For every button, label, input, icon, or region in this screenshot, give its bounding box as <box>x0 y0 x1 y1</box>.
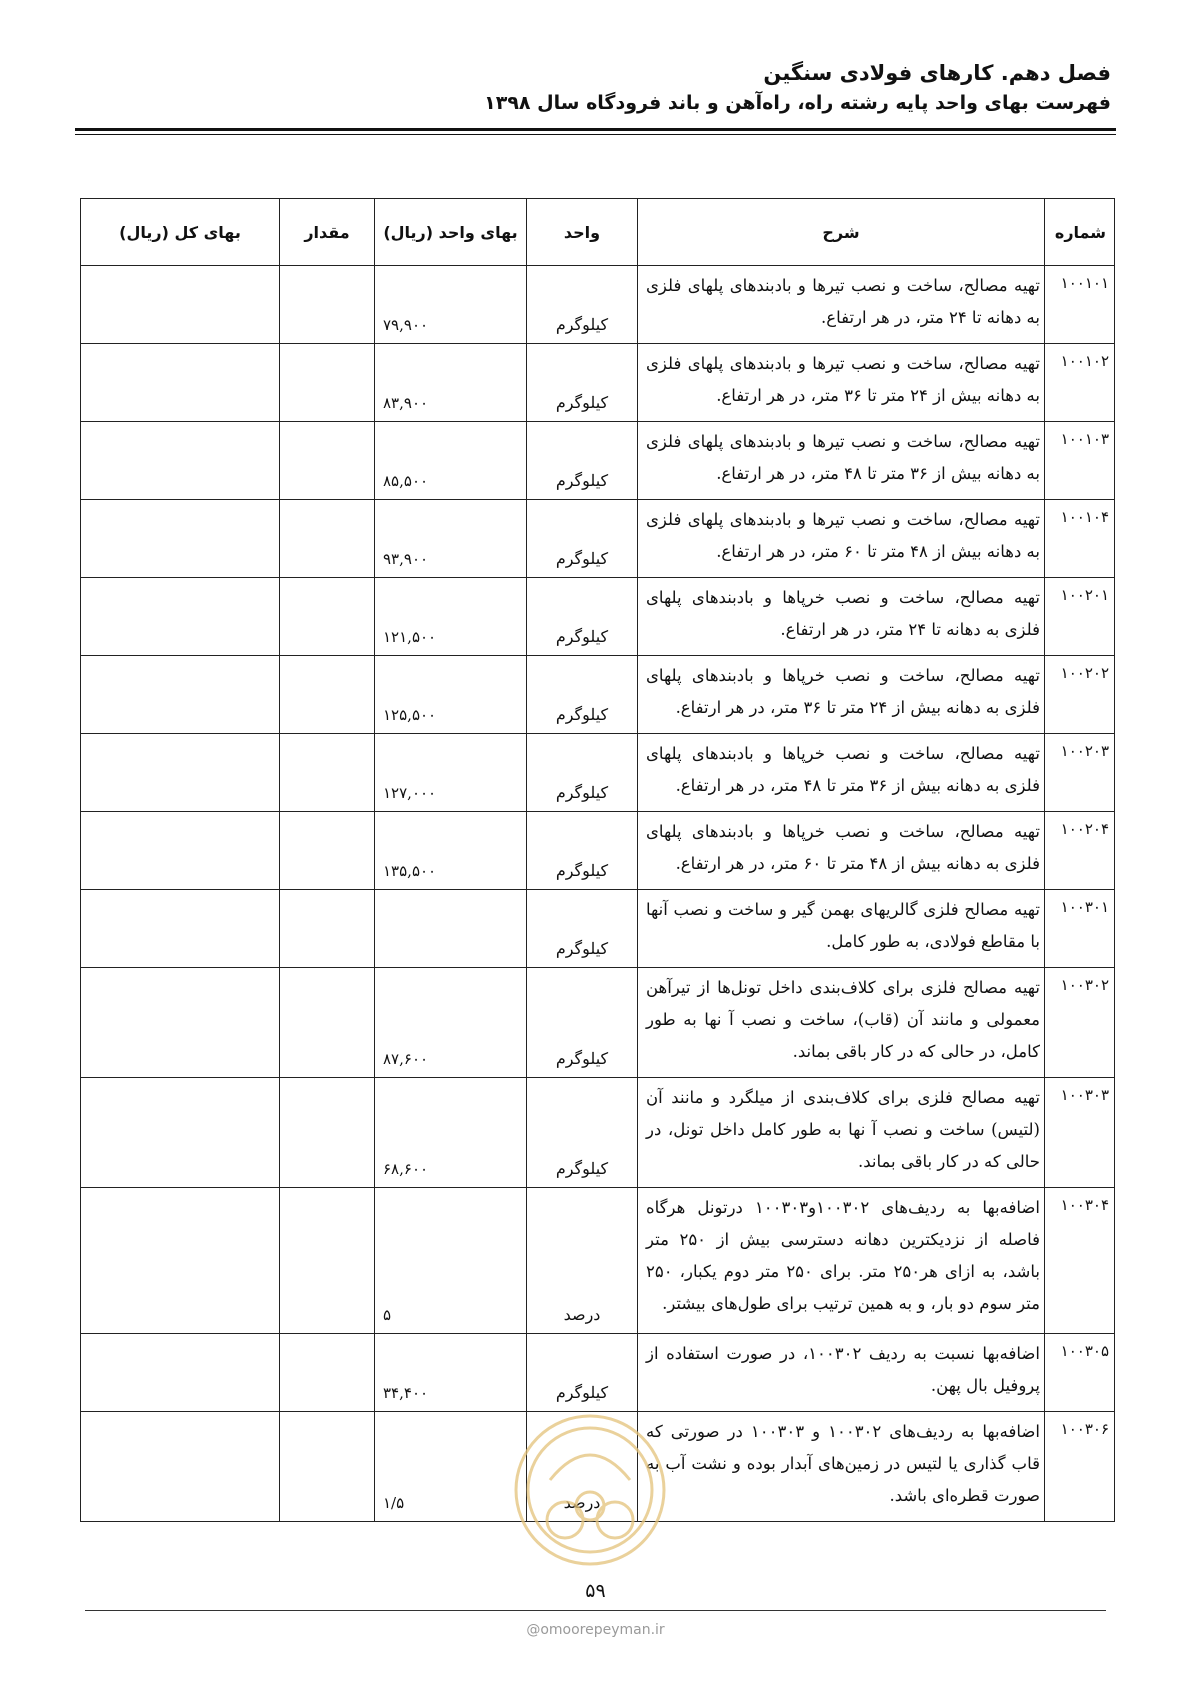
table-row <box>81 344 1115 422</box>
item-unit: کیلوگرم <box>527 266 638 344</box>
table-row <box>81 1188 1115 1334</box>
item-quantity <box>280 578 375 656</box>
page-header <box>80 58 1111 118</box>
table-row <box>81 890 1115 968</box>
item-description: اضافه‌بها نسبت به ردیف ۱۰۰۳۰۲، در صورت استفاده از پروفیل بال پهن. <box>638 1334 1045 1412</box>
item-number: ۱۰۰۳۰۴ <box>1045 1188 1115 1334</box>
item-unit-price: ۵ <box>375 1188 527 1334</box>
item-quantity <box>280 734 375 812</box>
item-total-price <box>81 812 280 890</box>
item-total-price <box>81 1188 280 1334</box>
item-unit-price: ۳۴,۴۰۰ <box>375 1334 527 1412</box>
item-total-price <box>81 266 280 344</box>
item-description: اضافه‌بها به ردیف‌های ۱۰۰۳۰۲و۱۰۰۳۰۳ درتونل هرگاه فاصله از نزدیکترین دهانه دسترسی بیش از ۲۵۰ متر باشد، به ازای هر۲۵۰ متر. برای ۲۵۰ متر دوم یکبار، ۲۵۰ متر سوم دو بار، و به همین ترتیب برای طول‌های بیشتر. <box>638 1188 1045 1334</box>
item-unit: کیلوگرم <box>527 656 638 734</box>
item-total-price <box>81 1412 280 1522</box>
item-unit: درصد <box>527 1188 638 1334</box>
document-subtitle: فهرست بهای واحد پایه رشته راه، راه‌آهن و باند فرودگاه سال ۱۳۹۸ <box>484 92 1111 114</box>
item-quantity <box>280 812 375 890</box>
item-number: ۱۰۰۳۰۶ <box>1045 1412 1115 1522</box>
column-header-total-price: بهای کل (ریال) <box>81 199 280 266</box>
item-number: ۱۰۰۳۰۵ <box>1045 1334 1115 1412</box>
item-total-price <box>81 656 280 734</box>
table-row <box>81 422 1115 500</box>
watermark-site-text: @omoorepeyman.ir <box>526 1622 665 1638</box>
column-header-number: شماره <box>1045 199 1115 266</box>
item-quantity <box>280 1334 375 1412</box>
item-number: ۱۰۰۲۰۳ <box>1045 734 1115 812</box>
item-unit-price: ۸۳,۹۰۰ <box>375 344 527 422</box>
item-description: تهیه مصالح فلزی گالریهای بهمن گیر و ساخت و نصب آنها با مقاطع فولادی، به طور کامل. <box>638 890 1045 968</box>
footer-rule <box>85 1610 1106 1611</box>
table-row <box>81 734 1115 812</box>
item-quantity <box>280 266 375 344</box>
item-number: ۱۰۰۱۰۳ <box>1045 422 1115 500</box>
item-total-price <box>81 578 280 656</box>
item-description: تهیه مصالح فلزی برای کلاف‌بندی داخل تونل‌ها از تیرآهن معمولی و مانند آن (قاب)، ساخت و نصب آ نها به طور کامل، در حالی که در کار باقی بماند. <box>638 968 1045 1078</box>
item-total-price <box>81 1334 280 1412</box>
item-unit-price: ۸۵,۵۰۰ <box>375 422 527 500</box>
table-header-row <box>81 199 1115 266</box>
item-unit-price: ۱۲۵,۵۰۰ <box>375 656 527 734</box>
item-unit: درصد <box>527 1412 638 1522</box>
column-header-quantity: مقدار <box>280 199 375 266</box>
item-unit-price: ۱۳۵,۵۰۰ <box>375 812 527 890</box>
item-unit: کیلوگرم <box>527 344 638 422</box>
item-quantity <box>280 1078 375 1188</box>
item-total-price <box>81 344 280 422</box>
item-unit: کیلوگرم <box>527 968 638 1078</box>
item-total-price <box>81 422 280 500</box>
table-row <box>81 500 1115 578</box>
item-unit-price: ۷۹,۹۰۰ <box>375 266 527 344</box>
item-quantity <box>280 422 375 500</box>
item-unit-price: ۱۲۷,۰۰۰ <box>375 734 527 812</box>
item-description: تهیه مصالح، ساخت و نصب خرپاها و بادبندهای پلهای فلزی به دهانه بیش از ۳۶ متر تا ۴۸ متر، در هر ارتفاع. <box>638 734 1045 812</box>
table-row <box>81 1334 1115 1412</box>
item-quantity <box>280 344 375 422</box>
item-unit: کیلوگرم <box>527 890 638 968</box>
item-description: تهیه مصالح، ساخت و نصب خرپاها و بادبندهای پلهای فلزی به دهانه تا ۲۴ متر، در هر ارتفاع. <box>638 578 1045 656</box>
column-header-description: شرح <box>638 199 1045 266</box>
table-row <box>81 812 1115 890</box>
page-number: ۵۹ <box>585 1580 606 1602</box>
table-row <box>81 968 1115 1078</box>
item-number: ۱۰۰۲۰۲ <box>1045 656 1115 734</box>
item-description: تهیه مصالح، ساخت و نصب تیرها و بادبندهای پلهای فلزی به دهانه تا ۲۴ متر، در هر ارتفاع. <box>638 266 1045 344</box>
item-unit: کیلوگرم <box>527 1334 638 1412</box>
item-number: ۱۰۰۳۰۳ <box>1045 1078 1115 1188</box>
item-number: ۱۰۰۲۰۱ <box>1045 578 1115 656</box>
column-header-unit-price: بهای واحد (ریال) <box>375 199 527 266</box>
item-unit: کیلوگرم <box>527 812 638 890</box>
item-number: ۱۰۰۱۰۲ <box>1045 344 1115 422</box>
item-quantity <box>280 656 375 734</box>
header-rule-thin <box>75 134 1116 135</box>
item-unit-price: ۸۷,۶۰۰ <box>375 968 527 1078</box>
item-unit-price: ۱۲۱,۵۰۰ <box>375 578 527 656</box>
item-unit-price: ۹۳,۹۰۰ <box>375 500 527 578</box>
item-description: تهیه مصالح، ساخت و نصب خرپاها و بادبندهای پلهای فلزی به دهانه بیش از ۴۸ متر تا ۶۰ متر، در هر ارتفاع. <box>638 812 1045 890</box>
item-unit-price <box>375 890 527 968</box>
item-unit-price: ۶۸,۶۰۰ <box>375 1078 527 1188</box>
table-row <box>81 1078 1115 1188</box>
item-total-price <box>81 968 280 1078</box>
item-quantity <box>280 500 375 578</box>
item-description: تهیه مصالح، ساخت و نصب تیرها و بادبندهای پلهای فلزی به دهانه بیش از ۴۸ متر تا ۶۰ متر، در هر ارتفاع. <box>638 500 1045 578</box>
table-row <box>81 656 1115 734</box>
item-unit: کیلوگرم <box>527 578 638 656</box>
item-quantity <box>280 968 375 1078</box>
item-description: تهیه مصالح، ساخت و نصب تیرها و بادبندهای پلهای فلزی به دهانه بیش از ۲۴ متر تا ۳۶ متر، در هر ارتفاع. <box>638 344 1045 422</box>
item-unit: کیلوگرم <box>527 422 638 500</box>
item-unit: کیلوگرم <box>527 1078 638 1188</box>
column-header-unit: واحد <box>527 199 638 266</box>
item-total-price <box>81 1078 280 1188</box>
item-number: ۱۰۰۳۰۲ <box>1045 968 1115 1078</box>
item-quantity <box>280 1412 375 1522</box>
item-total-price <box>81 734 280 812</box>
item-unit: کیلوگرم <box>527 500 638 578</box>
item-description: اضافه‌بها به ردیف‌های ۱۰۰۳۰۲ و ۱۰۰۳۰۳ در صورتی که قاب گذاری یا لتیس در زمین‌های آبدار بوده و نشت آب به صورت قطره‌ای باشد. <box>638 1412 1045 1522</box>
item-unit-price: ۱/۵ <box>375 1412 527 1522</box>
item-quantity <box>280 1188 375 1334</box>
table-row <box>81 266 1115 344</box>
item-number: ۱۰۰۲۰۴ <box>1045 812 1115 890</box>
item-total-price <box>81 500 280 578</box>
table-row <box>81 1412 1115 1522</box>
item-quantity <box>280 890 375 968</box>
chapter-title: فصل دهم. کارهای فولادی سنگین <box>763 61 1111 85</box>
item-total-price <box>81 890 280 968</box>
table-row <box>81 578 1115 656</box>
price-list-table <box>80 198 1115 1522</box>
item-number: ۱۰۰۱۰۱ <box>1045 266 1115 344</box>
item-unit: کیلوگرم <box>527 734 638 812</box>
item-description: تهیه مصالح فلزی برای کلاف‌بندی از میلگرد و مانند آن (لتیس) ساخت و نصب آ نها به طور کامل داخل تونل، در حالی که در کار باقی بماند. <box>638 1078 1045 1188</box>
item-description: تهیه مصالح، ساخت و نصب خرپاها و بادبندهای پلهای فلزی به دهانه بیش از ۲۴ متر تا ۳۶ متر، در هر ارتفاع. <box>638 656 1045 734</box>
item-number: ۱۰۰۱۰۴ <box>1045 500 1115 578</box>
header-rule-thick <box>75 128 1116 131</box>
item-description: تهیه مصالح، ساخت و نصب تیرها و بادبندهای پلهای فلزی به دهانه بیش از ۳۶ متر تا ۴۸ متر، در هر ارتفاع. <box>638 422 1045 500</box>
item-number: ۱۰۰۳۰۱ <box>1045 890 1115 968</box>
